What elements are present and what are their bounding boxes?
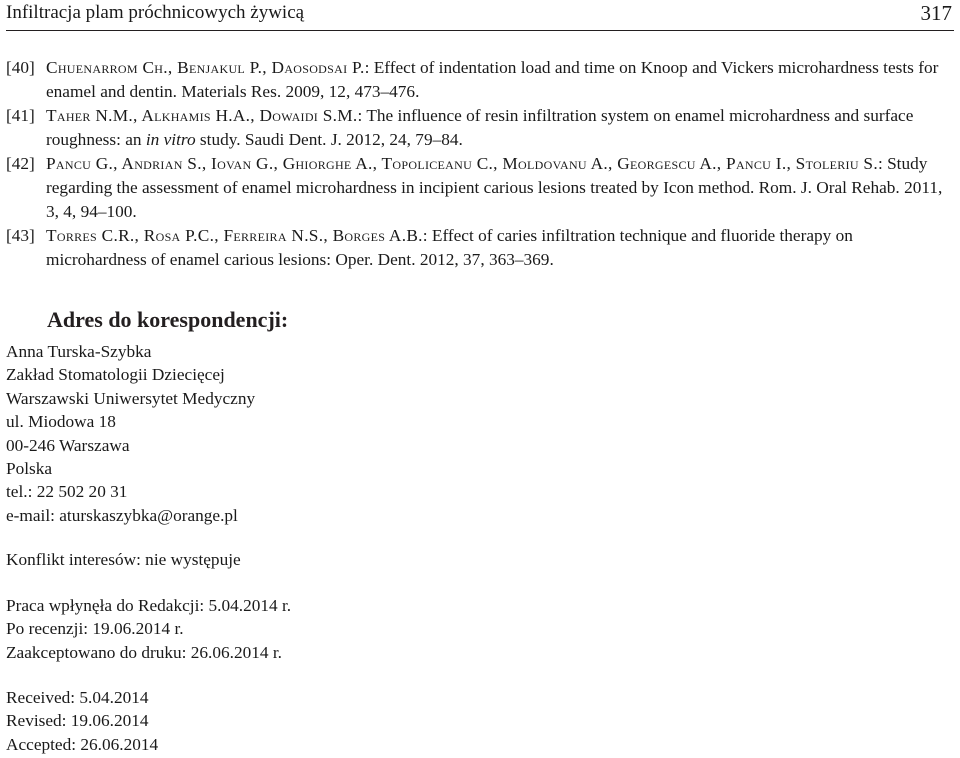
reference-italic: in vitro bbox=[145, 130, 196, 149]
university: Warszawski Uniwersytet Medyczny bbox=[6, 388, 256, 408]
reference-number: [40] bbox=[6, 58, 35, 77]
reference-item bbox=[6, 152, 954, 224]
reference-text: : Effect of indentation load and time on Knoop and Vickers microhardness tests for enamel and dentin. Materials Res. 2009, 12, 473–476. bbox=[46, 58, 939, 101]
reference-text: : Study regarding the assessment of enamel microhardness in incipient carious lesions treated by Icon method. Rom. J. Oral Rehab. 2011, 3, 4, 94–100. bbox=[46, 154, 943, 221]
dates-english bbox=[6, 686, 158, 756]
date-revised: Revised: 19.06.2014 bbox=[6, 711, 149, 731]
reference-text: : The influence of resin infiltration system on enamel microhardness and surface roughness: an bbox=[46, 106, 914, 149]
reference-text: study. Saudi Dent. J. 2012, 24, 79–84. bbox=[195, 130, 463, 149]
email: e-mail: aturskaszybka@orange.pl bbox=[6, 505, 238, 525]
reference-number: [43] bbox=[6, 226, 35, 245]
dates-polish bbox=[6, 594, 291, 664]
date-accepted: Accepted: 26.06.2014 bbox=[6, 734, 159, 754]
reference-text: : Effect of caries infiltration technique and fluoride therapy on microhardness of enamel carious lesions: Oper. Dent. 2012, 37, 363–369. bbox=[46, 226, 853, 269]
running-title: Infiltracja plam próchnicowych żywicą bbox=[6, 2, 305, 23]
city: 00-246 Warszawa bbox=[6, 435, 130, 455]
reference-authors: Torres C.R., Rosa P.C., Ferreira N.S., Borges A.B. bbox=[46, 226, 423, 245]
author-name: Anna Turska-Szybka bbox=[6, 342, 152, 361]
running-header bbox=[6, 0, 954, 31]
date-reviewed-pl: Po recenzji: 19.06.2014 r. bbox=[6, 619, 184, 639]
reference-item bbox=[6, 224, 954, 272]
reference-authors: Chuenarrom Ch., Benjakul P., Daosodsai P. bbox=[46, 58, 365, 77]
date-accepted-pl: Zaakceptowano do druku: 26.06.2014 r. bbox=[6, 642, 282, 662]
correspondence-heading: Adres do korespondencji: bbox=[47, 307, 289, 332]
date-received-pl: Praca wpłynęła do Redakcji: 5.04.2014 r. bbox=[6, 596, 292, 615]
department: Zakład Stomatologii Dziecięcej bbox=[6, 365, 225, 385]
reference-authors: Pancu G., Andrian S., Iovan G., Ghiorghe A., Topoliceanu C., Moldovanu A., Georgescu A., Pancu I., Stoleriu S. bbox=[46, 154, 878, 173]
street: ul. Miodowa 18 bbox=[6, 412, 116, 432]
date-received: Received: 5.04.2014 bbox=[6, 688, 149, 707]
reference-list bbox=[6, 56, 954, 272]
reference-number: [42] bbox=[6, 154, 35, 173]
country: Polska bbox=[6, 459, 53, 479]
page-number: 317 bbox=[920, 1, 952, 25]
conflict-of-interest: Konflikt interesów: nie występuje bbox=[6, 550, 241, 569]
reference-number: [41] bbox=[6, 106, 35, 125]
reference-item bbox=[6, 104, 954, 152]
reference-authors: Taher N.M., Alkhamis H.A., Dowaidi S.M. bbox=[46, 106, 358, 125]
phone: tel.: 22 502 20 31 bbox=[6, 482, 128, 502]
correspondence-address bbox=[6, 340, 255, 527]
reference-item bbox=[6, 56, 954, 104]
